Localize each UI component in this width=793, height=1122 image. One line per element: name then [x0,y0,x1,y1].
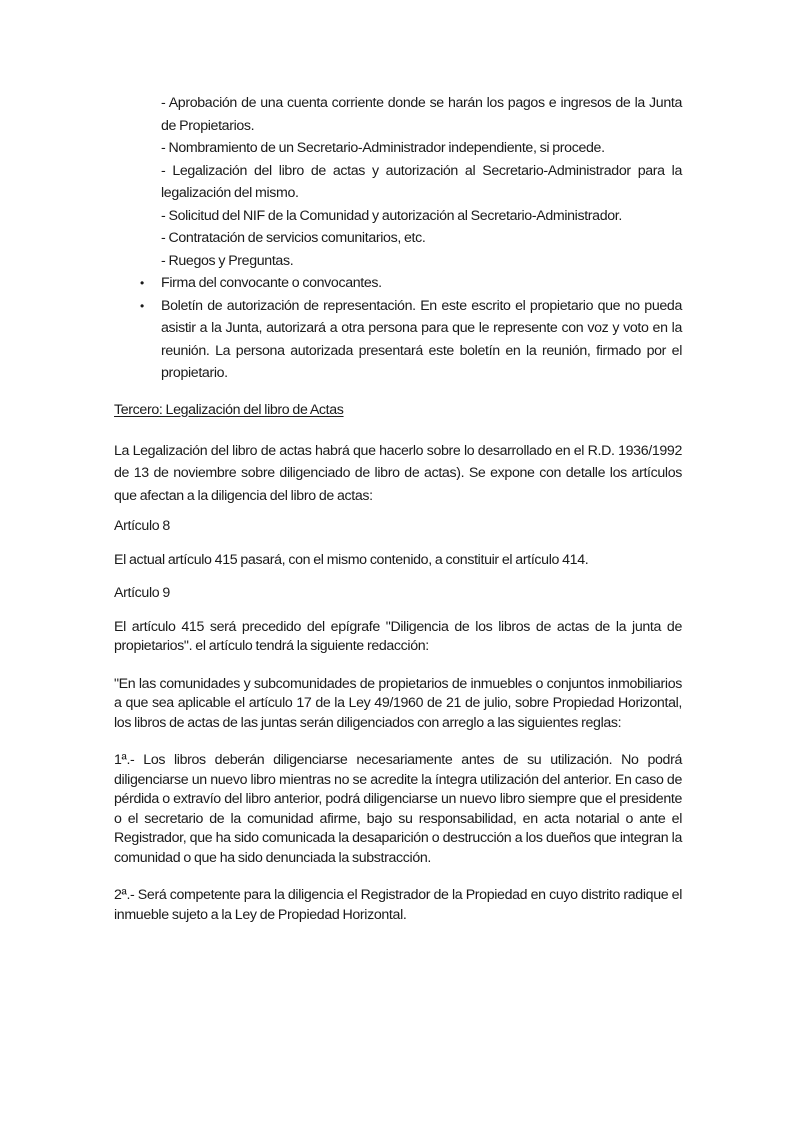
agenda-item: - Ruegos y Preguntas. [161,252,294,269]
bullet-icon: • [140,276,144,290]
agenda-item: - Aprobación de una cuenta corriente donde se harán los pagos e ingresos de la Junta de Propietarios. [161,95,682,134]
article-9-title: Artículo 9 [114,585,170,601]
article-9-text: El artículo 415 será precedido del epígrafe "Diligencia de los libros de actas de la junta de propietarios". el artículo tendrá la siguiente redacción: [114,618,682,654]
intro-paragraph: La Legalización del libro de actas habrá que hacerlo sobre lo desarrollado en el R.D. 1936/1992 de 13 de noviembre sobre diligenciado de libro de actas). Se expone con detalle los artículos que afectan a la diligencia del libro de actas: [114,442,682,504]
agenda-item: - Legalización del libro de actas y autorización al Secretario-Administrador para la legalización del mismo. [161,162,682,201]
section-heading: Tercero: Legalización del libro de Actas [114,401,344,418]
bullet-item [114,295,682,385]
rule-2-paragraph: 2ª.- Será competente para la diligencia el Registrador de la Propiedad en cuyo distrito radique el inmueble sujeto a la Ley de Propiedad Horizontal. [114,887,682,923]
agenda-item: - Nombramiento de un Secretario-Administrador independiente, si procede. [161,140,605,156]
bullet-list [114,272,682,385]
bullet-icon: • [140,298,144,313]
rule-1-paragraph: 1ª.- Los libros deberán diligenciarse necesariamente antes de su utilización. No podrá diligenciarse un nuevo libro mientras no se acredite la íntegra utilización del anterior. En caso de pérdida o extravío del libro anterior, podrá diligenciarse un nuevo libro siempre que el presidente o el secretario de la comunidad afirme, bajo su responsabilidad, en acta notarial o ante el Registrador, que ha sido comunicada la desaparición o destrucción a los dueños que integran la comunidad o que ha sido denunciada la substracción. [114,752,682,866]
bullet-item [114,272,682,295]
article-8-title: Artículo 8 [114,518,170,534]
bullet-text: Boletín de autorización de representación. En este escrito el propietario que no pueda asistir a la Junta, autorizará a otra persona para que le represente con voz y voto en la reunión. La persona autorizada presentará este boletín en la reunión, firmado por el propietario. [161,297,682,381]
agenda-item: - Contratación de servicios comunitarios, etc. [161,230,426,246]
bullet-text: Firma del convocante o convocantes. [161,275,382,291]
agenda-list [161,92,682,272]
document-page [114,92,682,925]
quote-intro-paragraph: "En las comunidades y subcomunidades de propietarios de inmuebles o conjuntos inmobiliarios a que sea aplicable el artículo 17 de la Ley 49/1960 de 21 de julio, sobre Propiedad Horizontal, los libros de actas de las juntas serán diligenciados con arreglo a las siguientes reglas: [114,675,682,731]
agenda-item: - Solicitud del NIF de la Comunidad y autorización al Secretario-Administrador. [161,207,622,224]
article-8-text: El actual artículo 415 pasará, con el mismo contenido, a constituir el artículo 414. [114,551,589,568]
